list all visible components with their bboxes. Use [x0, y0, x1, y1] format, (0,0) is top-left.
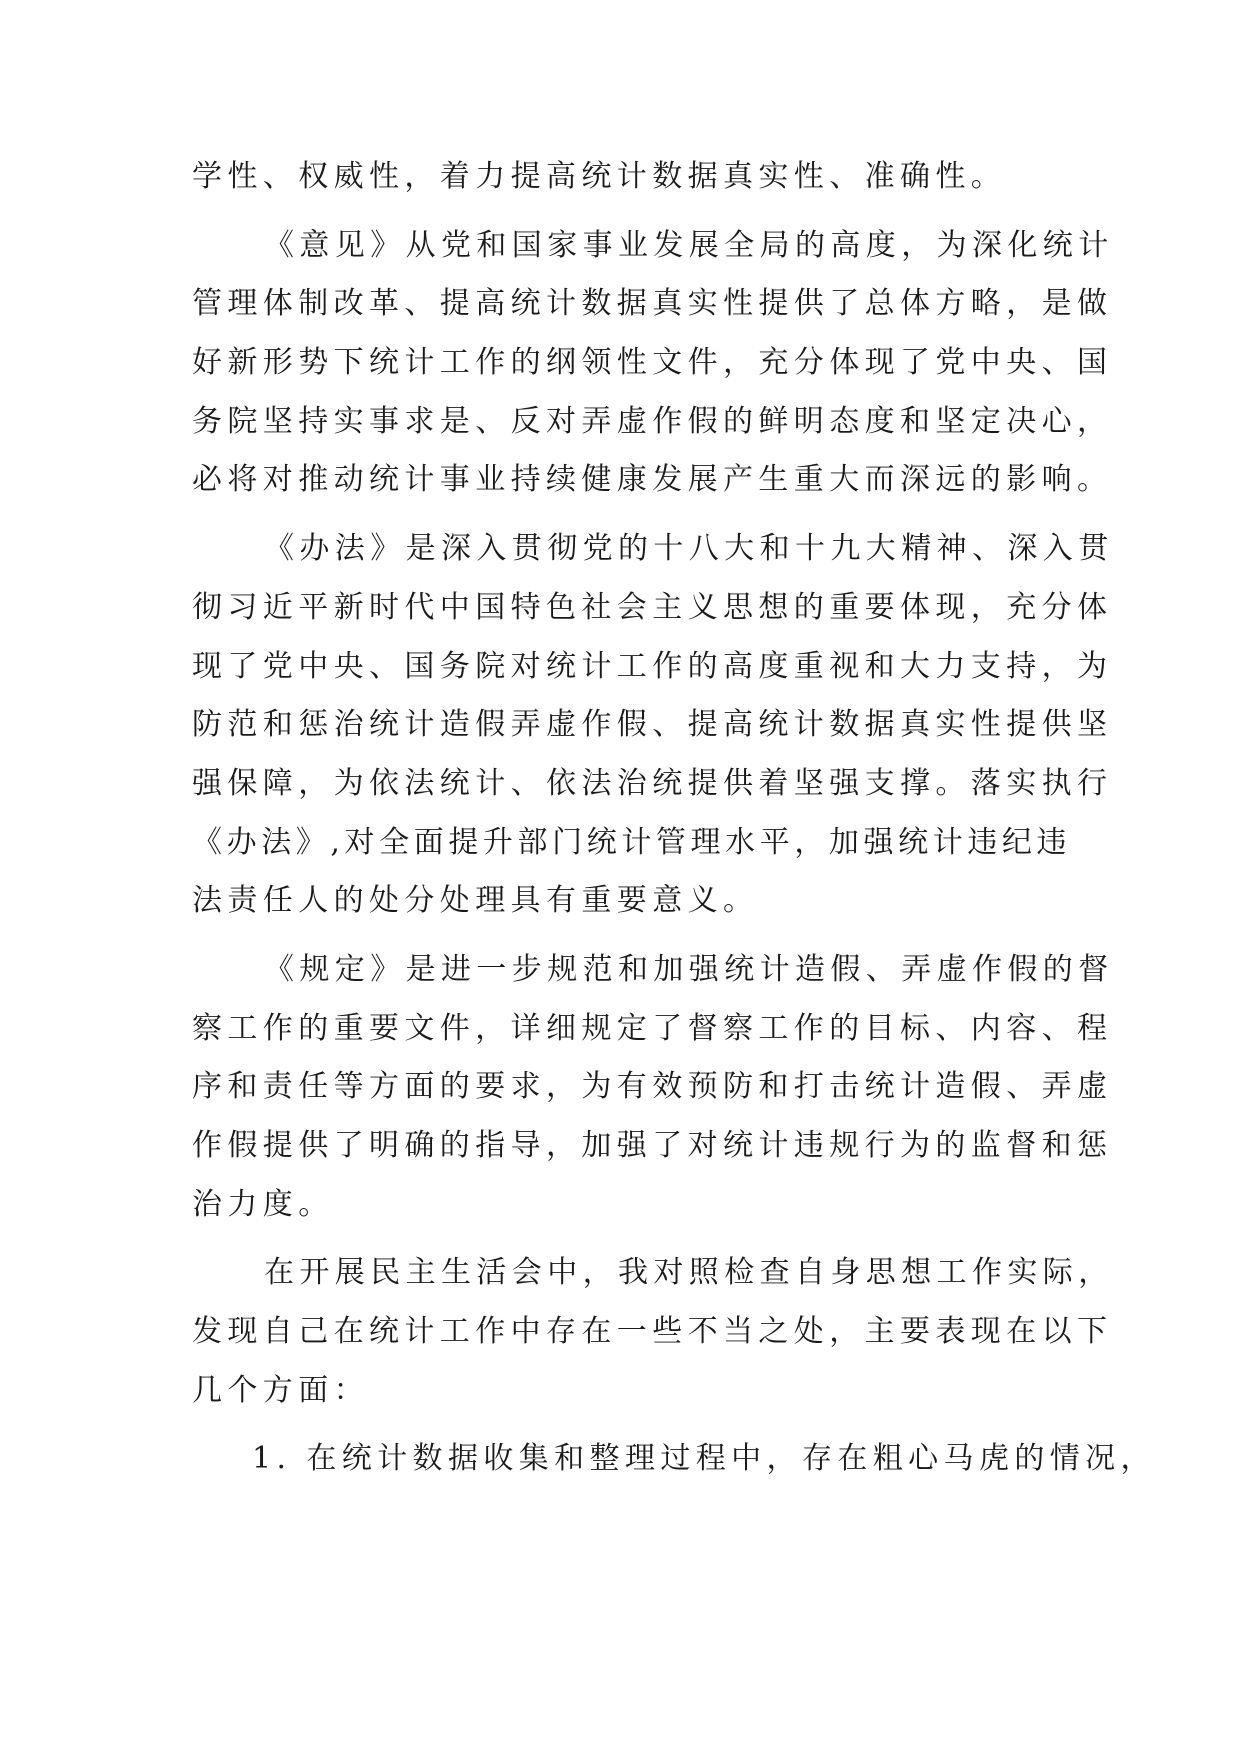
text-line: 务院坚持实事求是、反对弄虚作假的鲜明态度和坚定决心，	[192, 403, 1113, 439]
paragraph-banfa	[192, 520, 1114, 931]
text-line: 1. 在统计数据收集和整理过程中，存在粗心马虎的情况，	[252, 1441, 1156, 1477]
text-line: 作假提供了明确的指导，加强了对统计违规行为的监督和惩	[192, 1128, 1113, 1163]
text-line: 序和责任等方面的要求，为有效预防和打击统计造假、弄虚	[192, 1069, 1113, 1105]
text-line: 《办法》是深入贯彻党的十八大和十九大精神、深入贯	[264, 531, 1114, 567]
text-line: 《意见》从党和国家事业发展全局的高度，为深化统计	[264, 227, 1114, 263]
text-line: 法责任人的处分处理具有重要意义。	[192, 883, 759, 919]
paragraph-guiding	[192, 941, 1114, 1234]
paragraph-gap	[192, 931, 1052, 941]
text-line: 防范和惩治统计造假弄虚作假、提高统计数据真实性提供坚	[192, 707, 1113, 743]
text-line: 治力度。	[192, 1186, 334, 1222]
list-item	[192, 1430, 1156, 1489]
text-line: 《办法》,对全面提升部门统计管理水平，加强统计违纪违	[192, 824, 1072, 860]
text-line: 发现自己在统计工作中存在一些不当之处，主要表现在以下	[192, 1314, 1113, 1350]
text-line: 管理体制改革、提高统计数据真实性提供了总体方略，是做	[192, 286, 1113, 322]
paragraph-continuation	[192, 148, 1052, 207]
paragraph-gap	[192, 207, 1052, 217]
paragraph-self-review	[192, 1244, 1114, 1420]
text-line: 强保障，为依法统计、依法治统提供着坚强支撑。落实执行	[192, 765, 1113, 801]
text-line: 在开展民主生活会中，我对照检查自身思想工作实际，	[264, 1255, 1114, 1291]
text-line: 察工作的重要文件，详细规定了督察工作的目标、内容、程	[192, 1010, 1113, 1046]
text-line: 学性、权威性，着力提高统计数据真实性、准确性。	[192, 159, 1007, 194]
text-line: 好新形势下统计工作的纲领性文件，充分体现了党中央、国	[192, 345, 1113, 381]
document-body	[192, 148, 1156, 1489]
paragraph-gap	[192, 1234, 1052, 1244]
text-line: 现了党中央、国务院对统计工作的高度重视和大力支持，为	[192, 648, 1113, 684]
paragraph-yijian	[192, 217, 1114, 510]
text-line: 彻习近平新时代中国特色社会主义思想的重要体现，充分体	[192, 589, 1113, 625]
text-line: 《规定》是进一步规范和加强统计造假、弄虚作假的督	[264, 951, 1114, 987]
text-line: 几个方面：	[192, 1372, 369, 1408]
paragraph-gap	[192, 510, 1052, 520]
paragraph-gap	[192, 1420, 1052, 1430]
text-line: 必将对推动统计事业持续健康发展产生重大而深远的影响。	[192, 462, 1113, 498]
